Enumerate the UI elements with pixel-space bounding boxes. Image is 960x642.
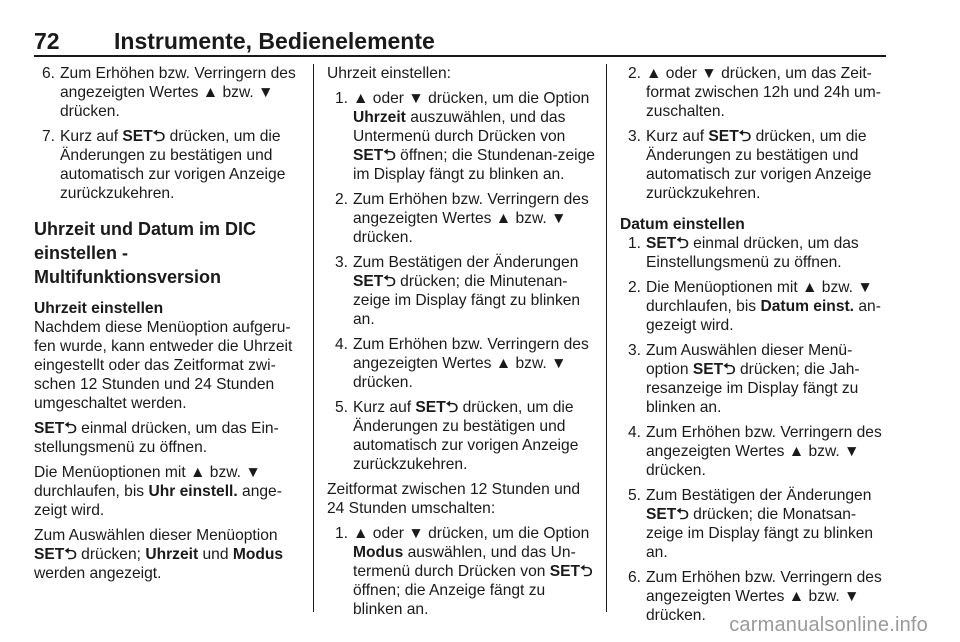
- step-list: [327, 524, 597, 619]
- page-header: [34, 22, 886, 54]
- list-item: 4. Zum Erhöhen bzw. Verringern des angezeigten Wertes ▲ bzw. ▼ drücken.: [628, 424, 882, 479]
- watermark: carmanualsonline.info: [729, 614, 928, 636]
- subheading: Datum einstellen: [620, 216, 745, 233]
- list-item: 4. Zum Erhöhen bzw. Verringern des angezeigten Wertes ▲ bzw. ▼ drücken.: [335, 336, 589, 391]
- step-list: [34, 64, 306, 203]
- paragraph: Uhrzeit einstellen:: [327, 65, 451, 82]
- step-list: [327, 89, 597, 474]
- subheading: Uhrzeit einstellen: [34, 300, 164, 317]
- list-item: 2. Die Menüoptionen mit ▲ bzw. ▼ durchlaufen, bis Datum einst. an-gezeigt wird.: [628, 279, 881, 334]
- list-item: 5. Zum Bestätigen der Änderungen SET⮌ drücken; die Monatsan-zeige im Display fängt zu blinken an.: [628, 487, 874, 561]
- paragraph: SET⮌ einmal drücken, um das Ein-stellungsmenü zu öffnen.: [34, 420, 279, 456]
- running-title: Instrumente, Bedienelemente: [114, 28, 435, 54]
- paragraph: Nachdem diese Menüoption aufgeru-fen wurde, kann entweder die Uhrzeit eingestellt oder das Zeitformat zwi-schen 12 Stunden und 24 Stunden umgeschaltet werden.: [34, 319, 293, 412]
- list-item: 7. Kurz auf SET⮌ drücken, um die Änderungen zu bestätigen und automatisch zur vorigen Anzeige zurückzukehren.: [42, 128, 286, 202]
- section-heading: Uhrzeit und Datum im DIC einstellen - Multifunktionsversion: [34, 219, 257, 287]
- column-divider-2: [606, 64, 607, 612]
- header-rule: [34, 55, 886, 57]
- column-divider-1: [313, 64, 314, 612]
- column-1: [34, 64, 306, 589]
- list-item: 3. Zum Auswählen dieser Menü-option SET⮌ drücken; die Jah-resanzeige im Display fängt zu blinken an.: [628, 342, 860, 416]
- list-item: 2. ▲ oder ▼ drücken, um das Zeit-format zwischen 12h und 24h um-zuschalten.: [628, 65, 881, 120]
- list-item: 6. Zum Erhöhen bzw. Verringern des angezeigten Wertes ▲ bzw. ▼ drücken.: [42, 65, 296, 120]
- paragraph: Zum Auswählen dieser Menüoption SET⮌ drücken; Uhrzeit und Modus werden angezeigt.: [34, 527, 284, 582]
- page-number: 72: [34, 28, 60, 54]
- column-3: [620, 64, 888, 631]
- list-item: 1. ▲ oder ▼ drücken, um die Option Modus auswählen, und das Un-termenü durch Drücken von SET⮌ öffnen; die Anzeige fängt zu blinken an.: [335, 525, 593, 618]
- paragraph: Zeitformat zwischen 12 Stunden und 24 Stunden umschalten:: [327, 481, 581, 517]
- step-list: [620, 64, 888, 203]
- list-item: 5. Kurz auf SET⮌ drücken, um die Änderungen zu bestätigen und automatisch zur vorigen Anzeige zurückzukehren.: [335, 399, 579, 473]
- paragraph: Die Menüoptionen mit ▲ bzw. ▼ durchlaufen, bis Uhr einstell. ange-zeigt wird.: [34, 464, 282, 519]
- step-list: [620, 234, 888, 625]
- column-2: [327, 64, 597, 625]
- list-item: 1. SET⮌ einmal drücken, um das Einstellungsmenü zu öffnen.: [628, 235, 859, 271]
- list-item: 6. Zum Erhöhen bzw. Verringern des angezeigten Wertes ▲ bzw. ▼ drücken.: [628, 569, 882, 624]
- list-item: 2. Zum Erhöhen bzw. Verringern des angezeigten Wertes ▲ bzw. ▼ drücken.: [335, 191, 589, 246]
- list-item: 3. Zum Bestätigen der Änderungen SET⮌ drücken; die Minutenan-zeige im Display fängt zu blinken an.: [335, 254, 581, 328]
- list-item: 3. Kurz auf SET⮌ drücken, um die Änderungen zu bestätigen und automatisch zur vorigen Anzeige zurückzukehren.: [628, 128, 872, 202]
- list-item: 1. ▲ oder ▼ drücken, um die Option Uhrzeit auszuwählen, und das Untermenü durch Drücken von SET⮌ öffnen; die Stundenan-zeige im Display fängt zu blinken an.: [335, 90, 595, 183]
